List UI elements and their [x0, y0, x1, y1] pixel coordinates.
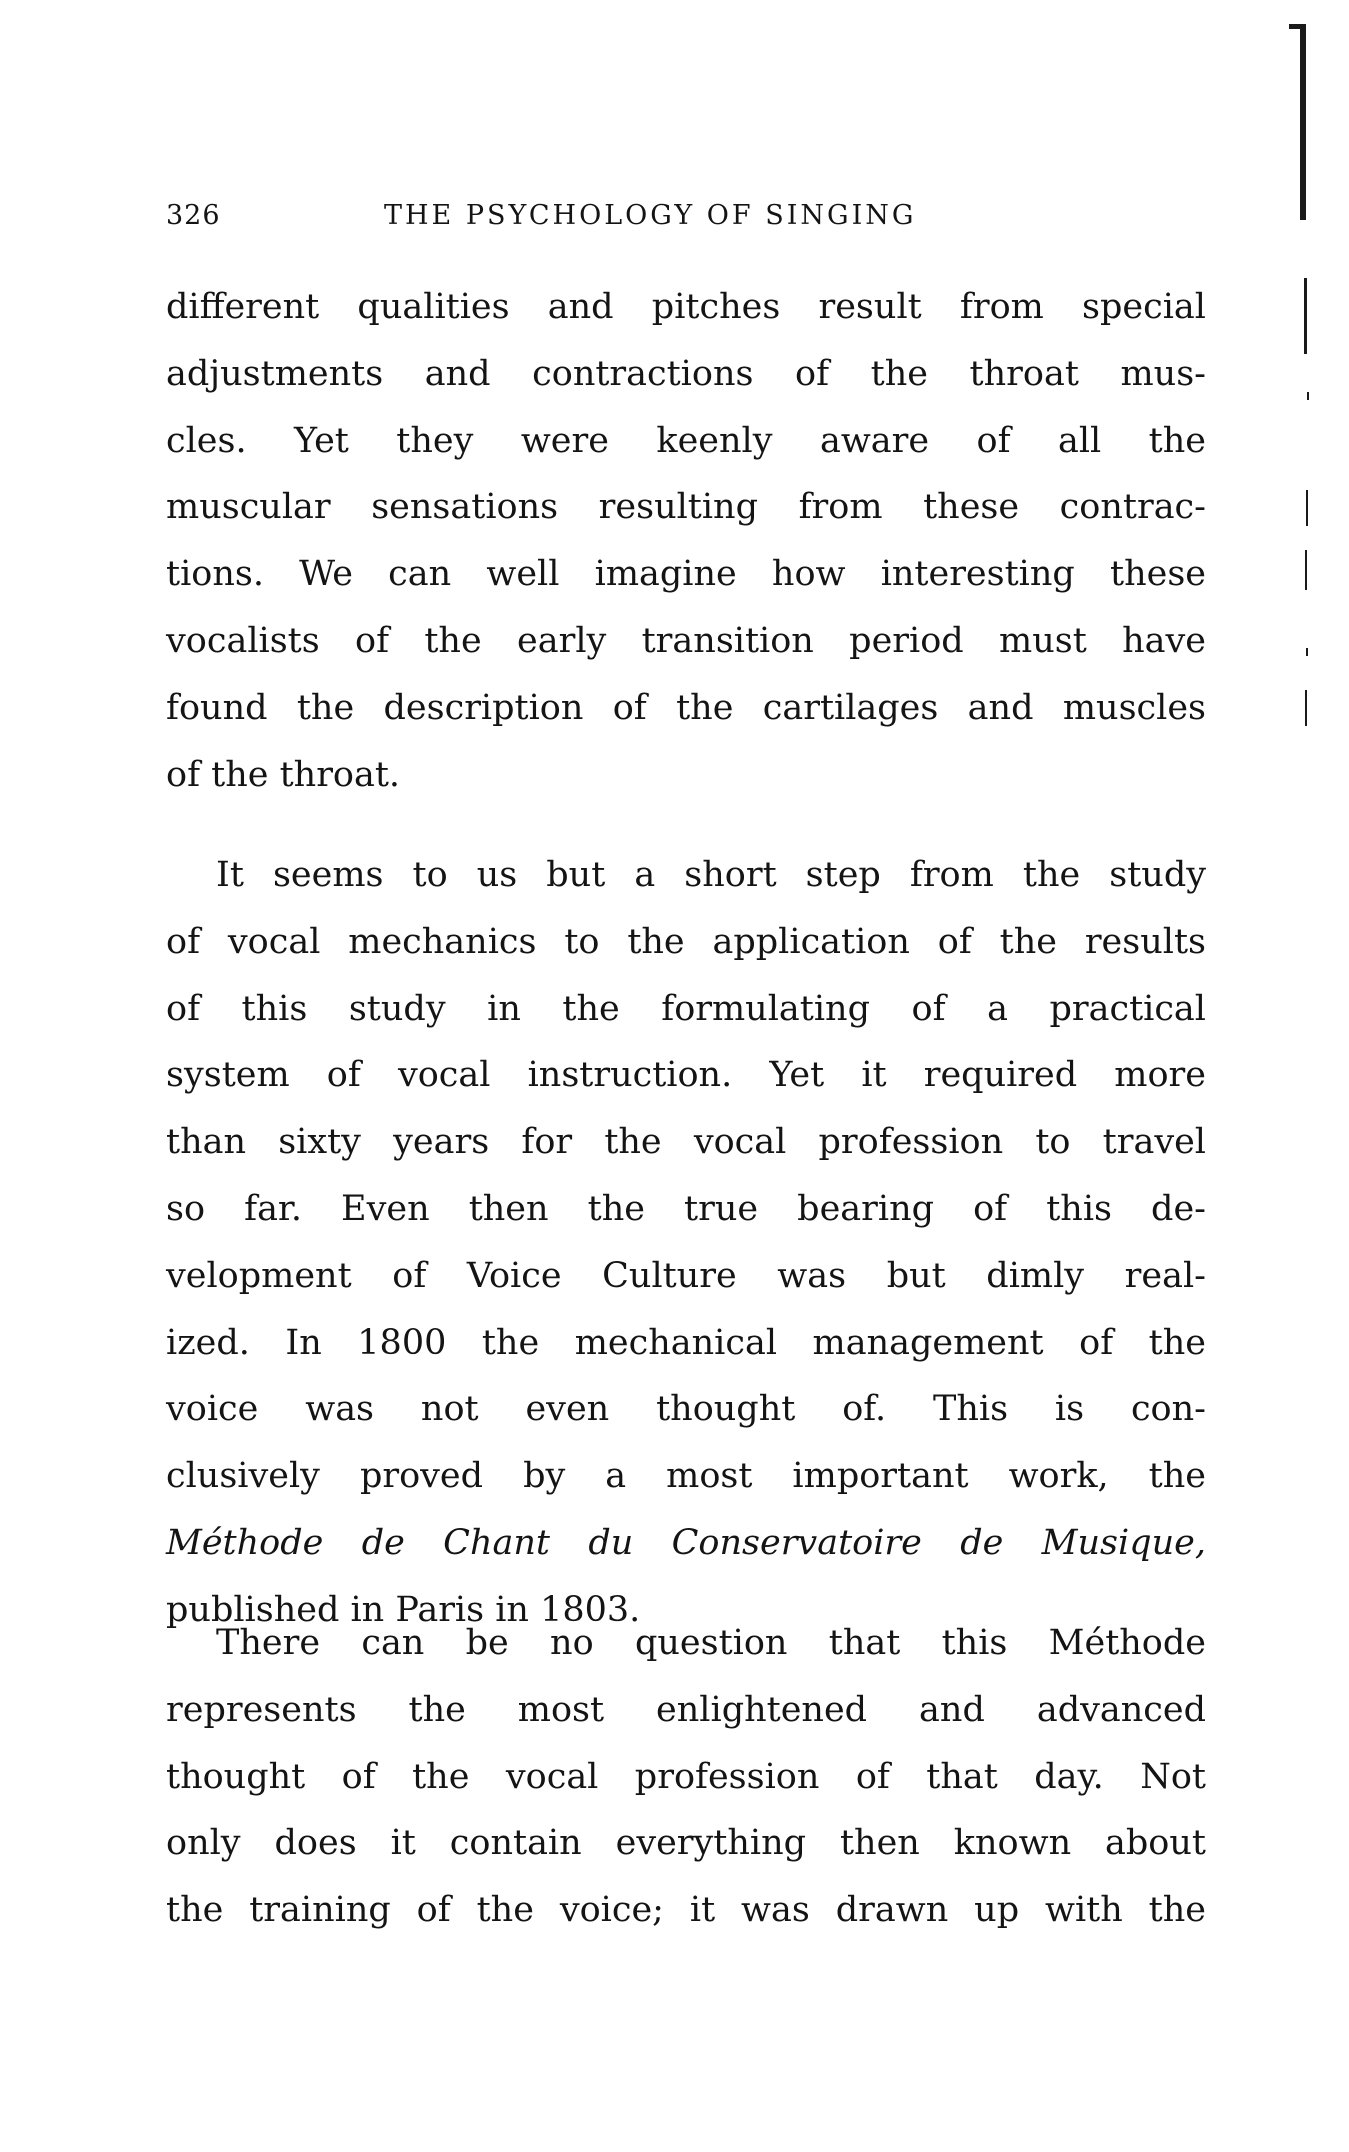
text-line: published in Paris in 1803. — [166, 1589, 641, 1630]
text-line: only does it contain everything then known about — [166, 1823, 1206, 1864]
text-line: the training of the voice; it was drawn up with the — [166, 1890, 1206, 1931]
scan-edge-mark — [1305, 550, 1307, 590]
running-title: THE PSYCHOLOGY OF SINGING — [384, 200, 917, 231]
text-line: so far. Even then the true bearing of this de- — [166, 1188, 1206, 1229]
text-line: ized. In 1800 the mechanical management of the — [166, 1322, 1206, 1363]
scan-edge-mark — [1305, 690, 1307, 726]
scan-edge-mark — [1300, 24, 1306, 220]
text-line: voice was not even thought of. This is con- — [166, 1389, 1206, 1430]
running-head — [166, 196, 996, 236]
text-line: vocalists of the early transition period must have — [166, 620, 1206, 661]
scan-edge-mark — [1304, 278, 1307, 354]
paragraph-1 — [166, 274, 1206, 808]
paragraph-2 — [166, 842, 1206, 1644]
scan-edge-mark — [1306, 648, 1308, 656]
text-line: muscular sensations resulting from these contrac- — [166, 487, 1206, 528]
text-line: of the throat. — [166, 754, 401, 795]
text-line: different qualities and pitches result from special — [166, 287, 1206, 327]
book-title-italic: Méthode de Chant du Conservatoire de Musique, — [166, 1522, 1206, 1563]
text-line: of vocal mechanics to the application of the results — [166, 921, 1206, 962]
text-line: It seems to us but a short step from the study — [216, 855, 1206, 895]
text-line: found the description of the cartilages and muscles — [166, 687, 1206, 728]
text-line: thought of the vocal profession of that day. Not — [166, 1756, 1206, 1797]
scan-edge-mark — [1289, 24, 1303, 29]
text-line: There can be no question that this Méthode — [216, 1623, 1206, 1663]
scan-edge-mark — [1307, 392, 1309, 400]
scan-edge-mark — [1306, 490, 1308, 526]
paragraph-3 — [166, 1610, 1206, 1944]
text-line: of this study in the formulating of a practical — [166, 988, 1206, 1029]
text-line: than sixty years for the vocal profession to travel — [166, 1122, 1206, 1163]
page-number: 326 — [166, 200, 221, 231]
text-line: represents the most enlightened and advanced — [166, 1689, 1206, 1730]
text-line: clusively proved by a most important work, the — [166, 1456, 1206, 1497]
text-line: adjustments and contractions of the throat mus- — [166, 353, 1206, 394]
text-line: velopment of Voice Culture was but dimly real- — [166, 1255, 1206, 1296]
text-line: system of vocal instruction. Yet it required more — [166, 1055, 1206, 1096]
text-line-italic-title — [166, 1510, 1206, 1577]
text-line: tions. We can well imagine how interesting these — [166, 554, 1206, 595]
text-line: cles. Yet they were keenly aware of all the — [166, 420, 1206, 461]
